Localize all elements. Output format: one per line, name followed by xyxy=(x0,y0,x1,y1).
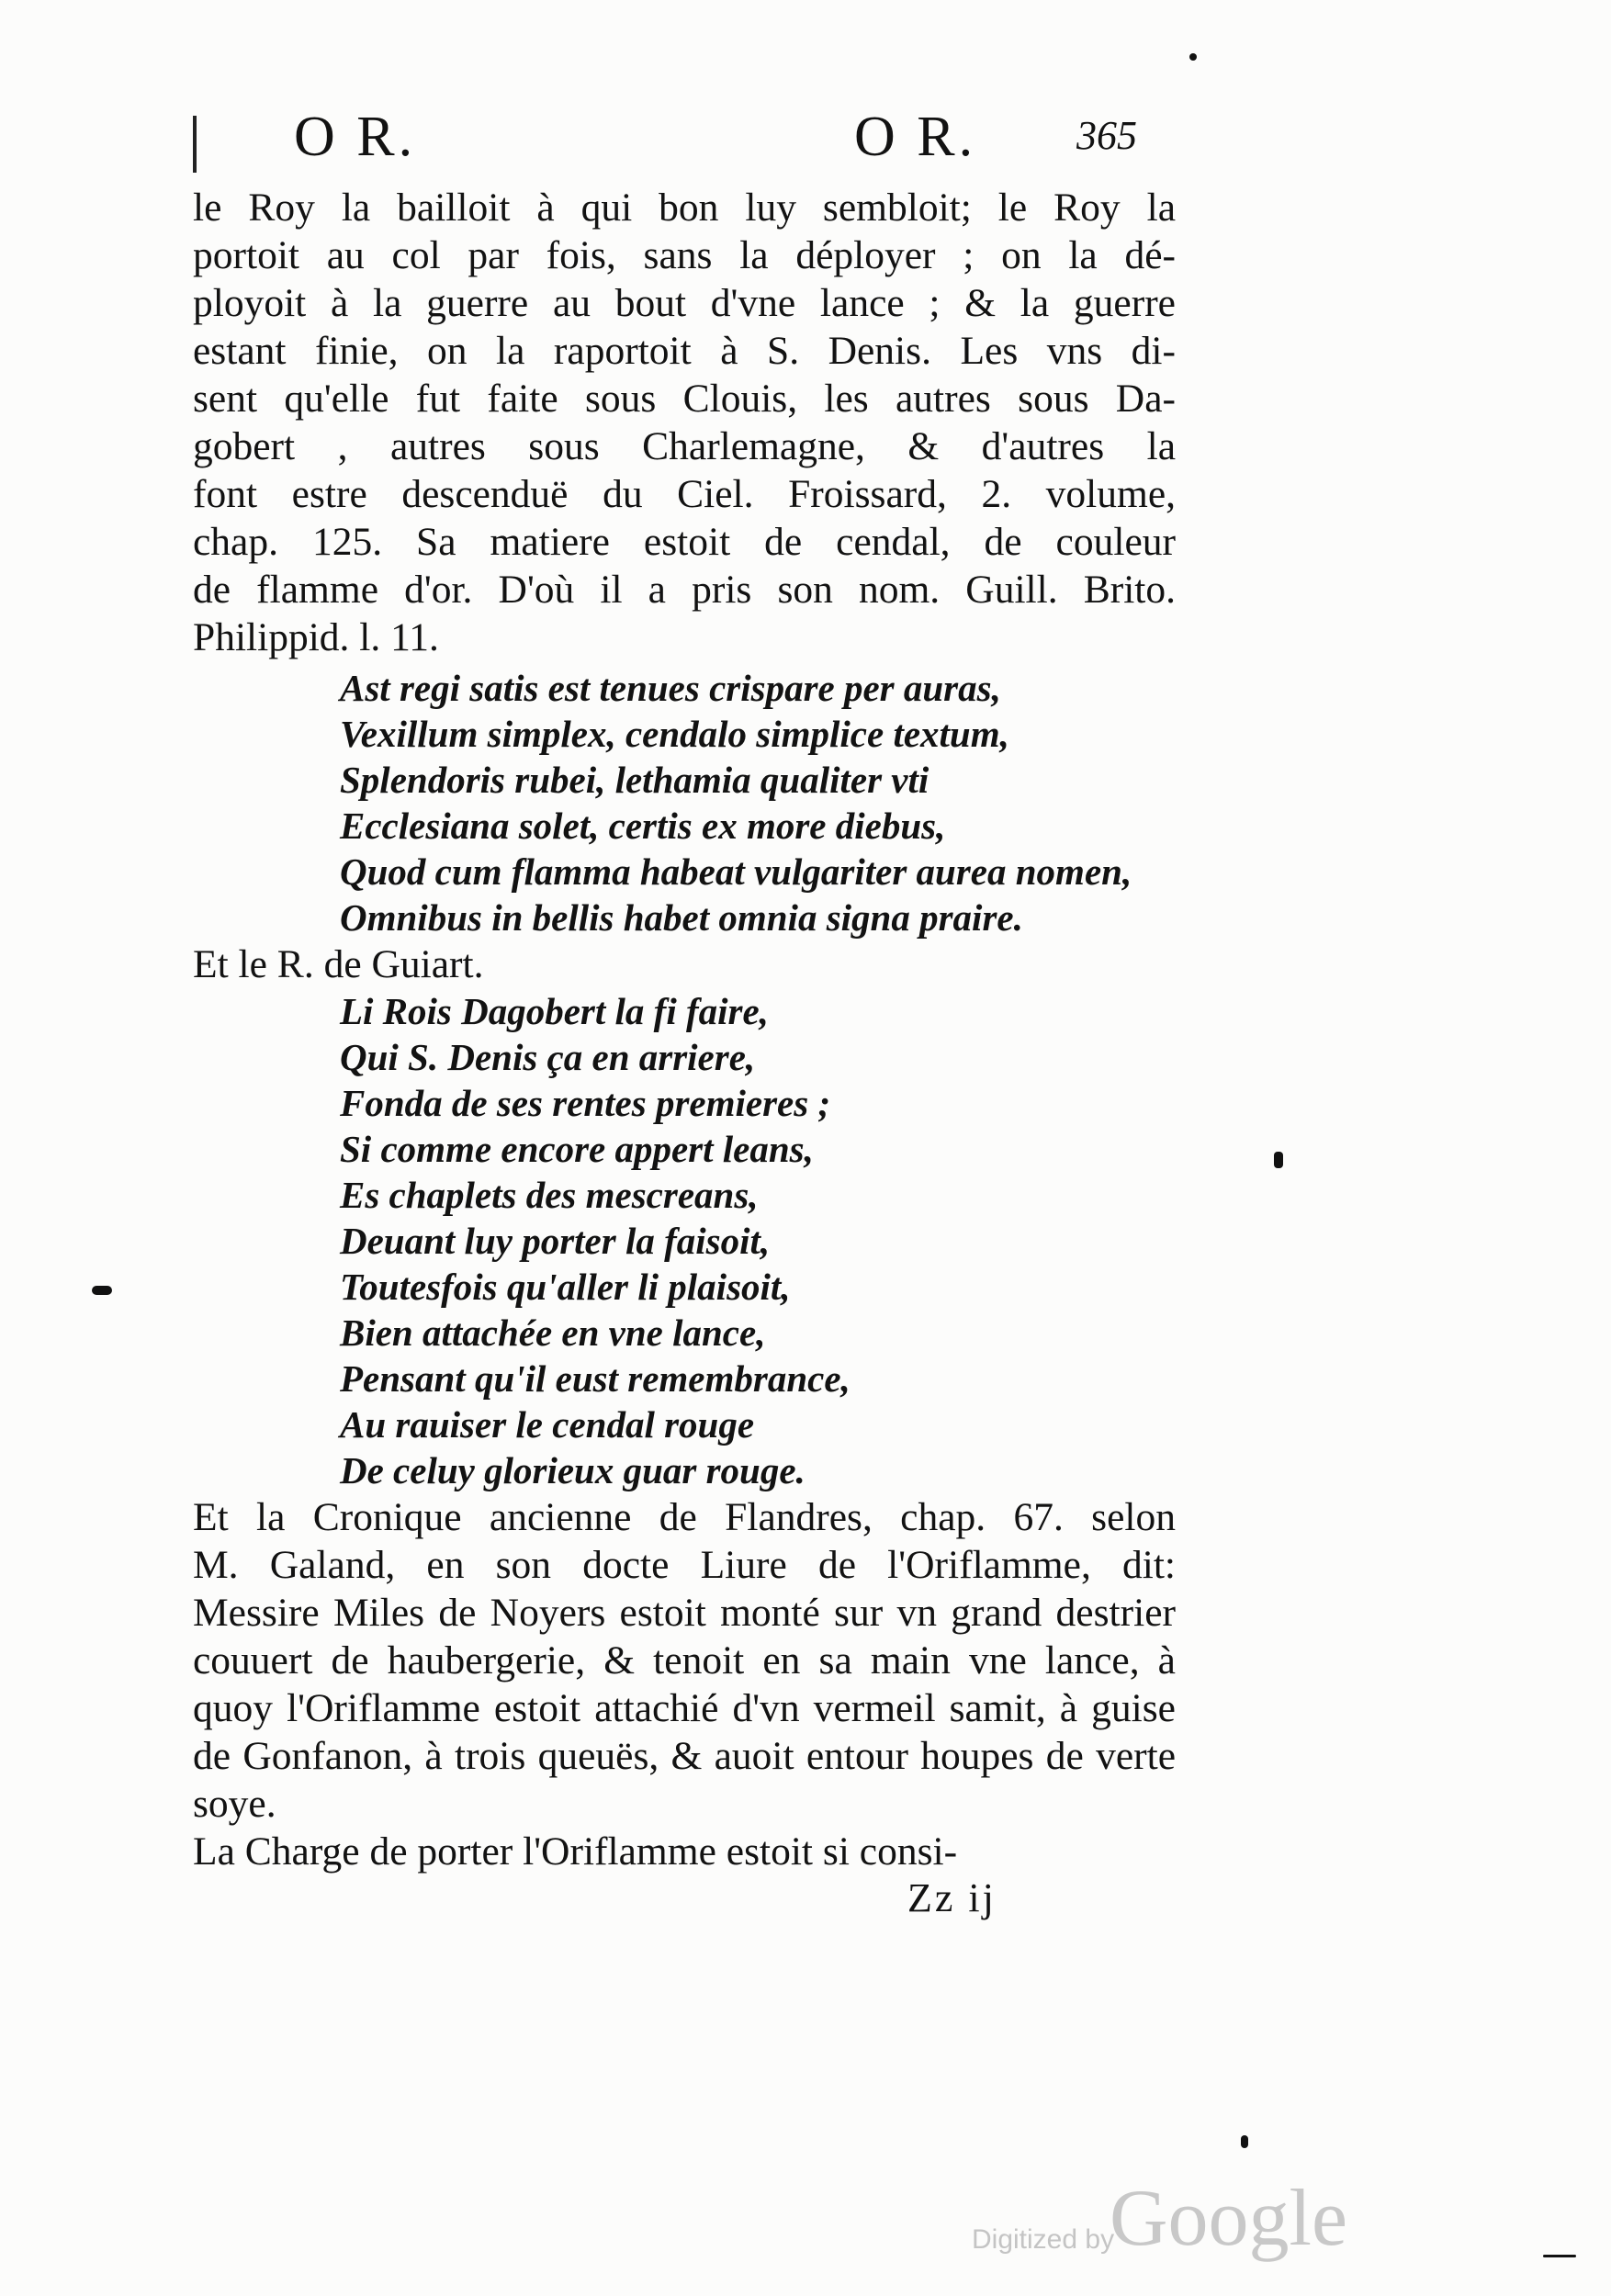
text-line: quoy l'Oriflamme estoit attachié d'vn vermeil samit, à guise xyxy=(193,1686,1176,1730)
text-line: soye. xyxy=(193,1782,276,1826)
text-line: font estre descenduë du Ciel. Froissard, 2. volume, xyxy=(193,472,1176,516)
print-speck xyxy=(1543,2255,1576,2257)
text-line: gobert , autres sous Charlemagne, & d'autres la xyxy=(193,424,1176,468)
text-line: La Charge de porter l'Oriflamme estoit si consi- xyxy=(193,1829,958,1874)
watermark-prefix: Digitized by xyxy=(972,2224,1115,2255)
text-line: couuert de haubergerie, & tenoit en sa main vne lance, à xyxy=(193,1638,1176,1683)
verse-line: Bien attachée en vne lance, xyxy=(340,1311,766,1354)
print-speck xyxy=(92,1286,112,1295)
verse-line: Pensant qu'il eust remembrance, xyxy=(340,1357,851,1400)
verse-line: Quod cum flamma habeat vulgariter aurea nomen, xyxy=(340,850,1132,893)
verse-line: Qui S. Denis ça en arriere, xyxy=(340,1036,756,1078)
main-text-block xyxy=(193,184,1176,1875)
verse-line: Es chaplets des mescreans, xyxy=(340,1174,759,1216)
page-number: 365 xyxy=(1076,113,1137,158)
verse-line: Li Rois Dagobert la fi faire, xyxy=(340,990,769,1032)
running-head-left: O R. xyxy=(294,106,417,168)
text-line: M. Galand, en son docte Liure de l'Oriflamme, dit: xyxy=(193,1543,1176,1587)
text-line: Philippid. l. 11. xyxy=(193,615,439,659)
text-line: portoit au col par fois, sans la déployer ; on la dé- xyxy=(193,233,1176,277)
text-line: ployoit à la guerre au bout d'vne lance ; & la guerre xyxy=(193,281,1176,325)
text-line: chap. 125. Sa matiere estoit de cendal, de couleur xyxy=(193,520,1176,564)
verse-line: Omnibus in bellis habet omnia signa praire. xyxy=(340,896,1023,939)
verse-line: Vexillum simplex, cendalo simplice textum, xyxy=(340,713,1009,755)
catchword: Zz ij xyxy=(907,1875,997,1920)
digitized-watermark xyxy=(972,2174,1348,2270)
verse-line: Ast regi satis est tenues crispare per auras, xyxy=(340,667,1001,709)
verse-line: Ecclesiana solet, certis ex more diebus, xyxy=(340,805,946,847)
google-logo: Google xyxy=(1110,2174,1348,2263)
verse-line: Fonda de ses rentes premieres ; xyxy=(340,1082,831,1124)
print-speck xyxy=(1189,53,1197,61)
print-speck xyxy=(1241,2135,1248,2148)
verse-line: Si comme encore appert leans, xyxy=(340,1128,814,1170)
verse-line: De celuy glorieux guar rouge. xyxy=(340,1449,806,1491)
verse-line: Toutesfois qu'aller li plaisoit, xyxy=(340,1266,791,1308)
text-line: sent qu'elle fut faite sous Clouis, les autres sous Da- xyxy=(193,377,1176,421)
verse-intro-line: Et le R. de Guiart. xyxy=(193,942,484,986)
running-head-right: O R. xyxy=(854,106,977,168)
text-line: Messire Miles de Noyers estoit monté sur vn grand destrier xyxy=(193,1591,1176,1635)
text-line: le Roy la bailloit à qui bon luy sembloit; le Roy la xyxy=(193,186,1176,230)
print-speck xyxy=(1274,1152,1283,1168)
page-header xyxy=(193,108,1185,173)
text-line: de Gonfanon, à trois queuës, & auoit entour houpes de verte xyxy=(193,1734,1176,1778)
text-line: estant finie, on la raportoit à S. Denis. Les vns di- xyxy=(193,329,1176,373)
text-line: Et la Cronique ancienne de Flandres, chap. 67. selon xyxy=(193,1495,1176,1539)
verse-line: Au rauiser le cendal rouge xyxy=(340,1403,755,1446)
text-line: de flamme d'or. D'où il a pris son nom. Guill. Brito. xyxy=(193,568,1176,612)
verse-line: Splendoris rubei, lethamia qualiter vti xyxy=(340,759,929,801)
verse-line: Deuant luy porter la faisoit, xyxy=(340,1220,771,1262)
